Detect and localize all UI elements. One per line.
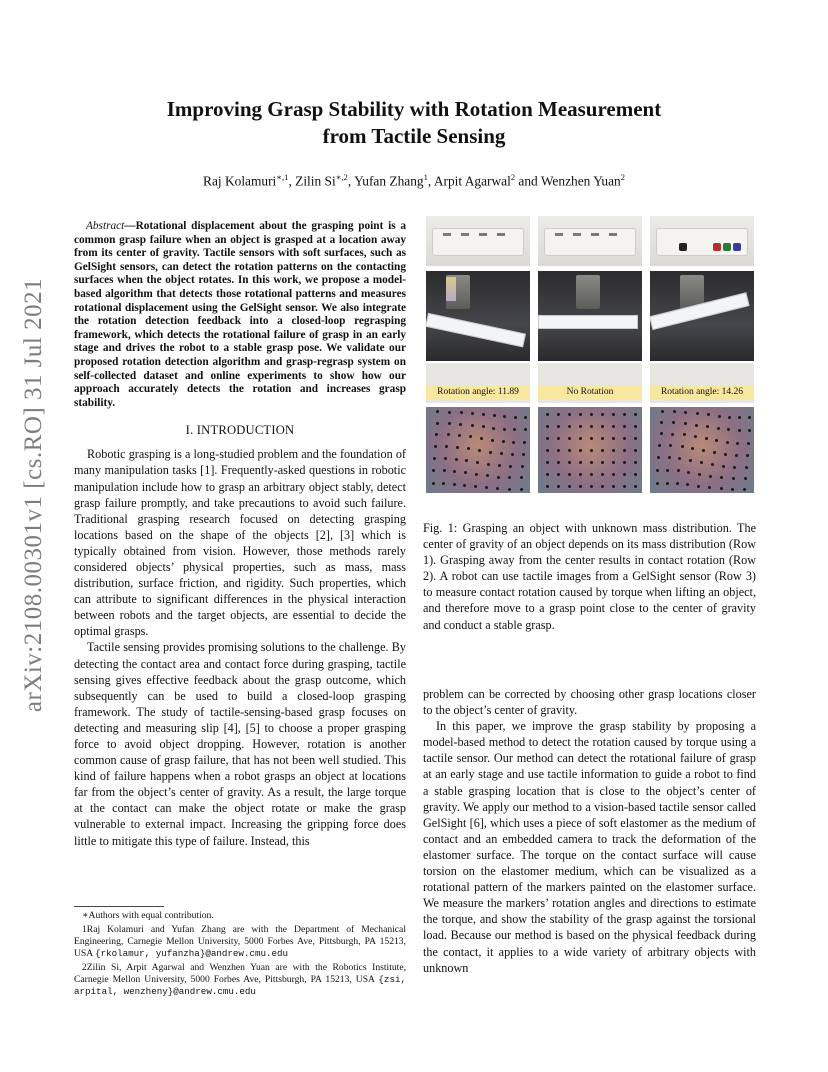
tactile-marker — [612, 473, 615, 476]
tactile-marker — [546, 449, 549, 452]
tactile-marker — [707, 413, 710, 416]
tactile-marker — [579, 473, 582, 476]
tactile-marker — [736, 442, 739, 445]
tactile-marker — [498, 464, 501, 467]
tactile-marker — [522, 453, 525, 456]
figure-row-grasp — [426, 266, 754, 361]
rotation-label-cell — [426, 363, 530, 403]
tactile-marker — [601, 473, 604, 476]
tactile-marker — [657, 456, 660, 459]
tactile-marker — [634, 473, 637, 476]
tactile-marker — [634, 413, 637, 416]
footnote-2-email: {zsi, arpital, wenzheny}@andrew.cmu.edu — [74, 974, 406, 997]
tactile-marker — [509, 465, 512, 468]
abstract-text: Rotational displacement about the grasping point is a common grasp failure when an object is grasped at a location away from its center of gravity. Tactile sensors with soft surfaces, such as GelSight sensors, can detect the rotation patterns on the contacting surfaces when the object rotates. In this work, we propose a model-based algorithm that detects those rotational patterns and measures rotational displacement using the GelSight sensor. We also integrate the rotation detection feedback into a closed-loop regrasping framework, which detects the rotational failure of grasp in an early stage and drives the robot to a stable grasp pose. We validate our proposed rotation detection algorithm and grasp-regrasp system on self-collected dataset and online experiments to show how our approach accurately detects the rotation and increases grasp stability. — [74, 220, 406, 409]
right-paragraph-2: In this paper, we improve the grasp stability by proposing a model-based method to detect the rotation caused by torque using a tactile sensor. Our method can detect the rotational failure of grasp at an early stage and use tactile information to guide a robot to find a stable grasping location that is close to the object’s center of gravity. We apply our method to a vision-based tactile sensor called GelSight [6], which uses a piece of soft elastomer as the medium of contact and an embedded camera to track the deformation of the elastomer surface. The torque on the contact surface will cause torsion on the elastomer medium, which can be visualized as a rotational pattern of the markers painted on the elastomer surface. We measure the markers’ rotation angles and directions to estimate the torque, and show the stability of the grasp against the torsional load. Because our method is based on the physical feedback during the contact, it applies to a wide variety of arbitrary objects with unknown — [423, 719, 756, 975]
author-affiliation: ∗,1 — [276, 172, 289, 182]
right-paragraph-1: problem can be corrected by choosing other grasp locations closer to the object’s center of gravity. — [423, 687, 756, 718]
tactile-marker — [482, 413, 485, 416]
title-line-1: Improving Grasp Stability with Rotation Measurement — [166, 97, 662, 121]
tactile-marker — [487, 463, 490, 466]
figure-row-labels — [426, 361, 754, 403]
author-name: Yufan Zhang — [354, 173, 424, 189]
tactile-marker — [708, 486, 711, 489]
tactile-marker — [458, 434, 461, 437]
tactile-marker — [568, 485, 571, 488]
rotation-label-cell — [650, 363, 754, 403]
tactile-marker — [434, 445, 437, 448]
tactile-marker — [520, 476, 523, 479]
author-separator: , — [347, 173, 355, 189]
tactile-marker — [660, 432, 663, 435]
tactile-marker — [546, 461, 549, 464]
tactile-marker — [623, 437, 626, 440]
grasp-photo — [650, 271, 754, 361]
tactile-marker — [579, 449, 582, 452]
tactile-marker — [568, 425, 571, 428]
tactile-marker — [503, 428, 506, 431]
object-photo — [426, 216, 530, 266]
tactile-marker — [694, 435, 697, 438]
tactile-marker — [465, 459, 468, 462]
tactile-marker — [748, 429, 751, 432]
tactile-marker — [746, 454, 749, 457]
tactile-marker — [579, 413, 582, 416]
object-photo — [650, 216, 754, 266]
tactile-marker — [683, 433, 686, 436]
tactile-marker — [668, 456, 671, 459]
tactile-marker — [733, 466, 736, 469]
grasp-photo — [538, 271, 642, 361]
marker-field — [538, 407, 642, 493]
intro-paragraph-1: Robotic grasping is a long-studied problem and the foundation of many manipulation tasks [1]. Frequently-asked questions in robotic manipulation include how to grasp an arbitrary object stably, detect grasp failure promptly, and take precautions to avoid such failure. Traditional grasping research focused on detecting grasping locations based on the shape of the objects [2], [3] which is typically obtained from vision. However, those methods rarely considered objects’ physical properties, such as mass, mass distribution, surface friction, and rigidity. Such properties, which can attribute to significant differences in the physical interaction between robots and the target objects, are essential to decide the optimal grasps. — [74, 447, 406, 639]
tactile-marker — [568, 413, 571, 416]
rotation-label-cell — [538, 363, 642, 403]
marker-field — [650, 407, 754, 493]
tactile-marker — [579, 437, 582, 440]
tactile-marker — [700, 461, 703, 464]
tactile-marker — [634, 461, 637, 464]
tactile-marker — [480, 437, 483, 440]
weight-object — [733, 243, 741, 251]
footnote-equal-contribution: ∗Authors with equal contribution. — [82, 910, 214, 921]
tactile-marker — [432, 482, 435, 485]
tactile-marker — [612, 461, 615, 464]
tactile-marker — [546, 485, 549, 488]
figure-row-objects — [426, 216, 754, 266]
marker-slot — [591, 233, 599, 236]
tactile-marker — [456, 446, 459, 449]
tactile-marker — [671, 433, 674, 436]
tactile-marker — [677, 469, 680, 472]
tactile-marker — [666, 469, 669, 472]
figure-row-tactile — [426, 403, 754, 493]
gripper-finger — [446, 277, 456, 301]
tactile-marker — [463, 484, 466, 487]
tactile-marker — [579, 425, 582, 428]
weight-object — [679, 243, 687, 251]
tactile-marker — [445, 445, 448, 448]
abstract — [74, 220, 406, 410]
tactile-marker — [482, 425, 485, 428]
tactile-marker — [512, 441, 515, 444]
author-affiliation: ∗,2 — [335, 172, 348, 182]
tactile-marker — [546, 437, 549, 440]
tactile-image — [426, 407, 530, 493]
tactile-marker — [546, 425, 549, 428]
tactile-marker — [601, 449, 604, 452]
tactile-marker — [590, 473, 593, 476]
tactile-marker — [453, 483, 456, 486]
tactile-marker — [491, 439, 494, 442]
figure-1-caption: Fig. 1: Grasping an object with unknown mass distribution. The center of gravity of an object depends on its mass distribution (Row 1). Grasping away from the center results in contact rotation (Row 2). A robot can use tactile images from a GelSight sensor (Row 3) to measure contact rotation caused by torque when lifting an object, and therefore move to a grasp point close to the center of gravity and conduct a stable grasp. — [423, 521, 756, 632]
arxiv-identifier-stamp — [14, 277, 54, 713]
object-shelf — [656, 228, 748, 256]
tactile-marker — [717, 427, 720, 430]
tactile-marker — [728, 416, 731, 419]
tactile-marker — [727, 428, 730, 431]
tactile-marker — [476, 461, 479, 464]
marker-field — [426, 407, 530, 493]
marker-slot — [461, 233, 469, 236]
tactile-marker — [568, 437, 571, 440]
tactile-marker — [698, 473, 701, 476]
tactile-marker — [726, 441, 729, 444]
tactile-marker — [448, 411, 451, 414]
tactile-marker — [684, 411, 687, 414]
rotation-angle-label: Rotation angle: 11.89 — [426, 385, 530, 399]
tactile-marker — [601, 425, 604, 428]
author-name: Arpit Agarwal — [433, 173, 511, 189]
intro-paragraph-2: Tactile sensing provides promising solutions to the challenge. By detecting the contact area and contact force during grasping, tactile sensing gives effective feedback about the grasp outcome, which subsequently can be used to build a closed-loop grasping framework. The study of tactile-sensing-based grasp focuses on detecting and measuring slip [4], [5] to choose a proper grasping force to avoid object dropping. However, rotation is another common cause of grasp failure, that has not been well studied. This kind of failure happens when a robot grasps an object at locations far from the object’s center of gravity. As a result, the large torque at the contact can make the object rotate or make the grasp vulnerable to external impact. Increasing the gripping force does little to mitigate this type of failure. Instead, this — [74, 640, 406, 848]
rotation-angle-label: No Rotation — [538, 385, 642, 399]
tactile-marker — [493, 414, 496, 417]
footnote-affiliation-2 — [74, 962, 406, 998]
tactile-marker — [568, 461, 571, 464]
tactile-marker — [485, 486, 488, 489]
tactile-marker — [436, 422, 439, 425]
tactile-marker — [590, 449, 593, 452]
tactile-marker — [524, 416, 527, 419]
tactile-marker — [601, 485, 604, 488]
tactile-marker — [557, 413, 560, 416]
grasp-photo — [426, 271, 530, 361]
footnote-affiliation-1 — [74, 924, 406, 960]
object-shelf — [544, 228, 636, 256]
tactile-marker — [718, 415, 721, 418]
abstract-dash: — — [124, 220, 136, 232]
tactile-marker — [443, 469, 446, 472]
author-affiliation: 2 — [620, 172, 625, 182]
tactile-marker — [557, 449, 560, 452]
tactile-marker — [684, 422, 687, 425]
tactile-marker — [497, 476, 500, 479]
tactile-marker — [557, 485, 560, 488]
tactile-marker — [503, 415, 506, 418]
tactile-marker — [738, 429, 741, 432]
tactile-marker — [590, 425, 593, 428]
tactile-marker — [705, 437, 708, 440]
footnotes — [74, 906, 406, 1000]
tactile-marker — [673, 410, 676, 413]
tactile-marker — [478, 449, 481, 452]
marker-slot — [609, 233, 617, 236]
tactile-marker — [500, 452, 503, 455]
tactile-marker — [514, 416, 517, 419]
marker-slot — [497, 233, 505, 236]
tactile-marker — [579, 461, 582, 464]
gripper — [576, 275, 600, 309]
tactile-marker — [678, 457, 681, 460]
tactile-marker — [612, 449, 615, 452]
tactile-marker — [687, 471, 690, 474]
tactile-marker — [590, 413, 593, 416]
tactile-marker — [520, 488, 523, 491]
tactile-marker — [661, 410, 664, 413]
tactile-marker — [433, 457, 436, 460]
left-column — [74, 220, 406, 849]
tactile-marker — [557, 425, 560, 428]
tactile-marker — [492, 427, 495, 430]
tactile-marker — [666, 482, 669, 485]
author-name: Zilin Si — [295, 173, 336, 189]
author-name: Wenzhen Yuan — [540, 173, 621, 189]
author-list — [100, 172, 728, 189]
tactile-marker — [669, 444, 672, 447]
author-name: Raj Kolamuri — [203, 173, 277, 189]
tactile-marker — [502, 440, 505, 443]
tactile-marker — [745, 466, 748, 469]
paper-title — [100, 96, 728, 150]
tactile-marker — [521, 465, 524, 468]
tactile-marker — [706, 425, 709, 428]
tactile-marker — [724, 453, 727, 456]
tactile-marker — [459, 423, 462, 426]
tactile-marker — [447, 433, 450, 436]
footnote-rule — [74, 906, 164, 907]
tactile-marker — [747, 442, 750, 445]
tactile-marker — [711, 463, 714, 466]
tactile-marker — [523, 441, 526, 444]
weight-object — [723, 243, 731, 251]
author-affiliation: 1 — [423, 172, 428, 182]
tactile-marker — [672, 421, 675, 424]
tactile-marker — [474, 485, 477, 488]
tactile-marker — [579, 485, 582, 488]
tactile-marker — [612, 413, 615, 416]
tactile-marker — [601, 413, 604, 416]
tactile-marker — [689, 459, 692, 462]
tactile-marker — [612, 437, 615, 440]
tactile-marker — [496, 487, 499, 490]
tactile-marker — [546, 413, 549, 416]
tactile-marker — [612, 485, 615, 488]
tactile-marker — [656, 482, 659, 485]
tactile-marker — [455, 458, 458, 461]
tactile-marker — [486, 474, 489, 477]
tactile-marker — [697, 485, 700, 488]
tactile-marker — [623, 473, 626, 476]
grasped-bar — [426, 313, 526, 347]
author-separator: , — [288, 173, 296, 189]
tactile-marker — [464, 471, 467, 474]
tactile-marker — [557, 473, 560, 476]
marker-slot — [479, 233, 487, 236]
right-column-text — [423, 686, 756, 976]
marker-slot — [573, 233, 581, 236]
tactile-marker — [744, 477, 747, 480]
tactile-marker — [696, 412, 699, 415]
weight-object — [713, 243, 721, 251]
tactile-marker — [691, 447, 694, 450]
tactile-marker — [612, 425, 615, 428]
tactile-marker — [442, 482, 445, 485]
title-line-2: from Tactile Sensing — [322, 124, 506, 148]
tactile-marker — [623, 461, 626, 464]
tactile-marker — [508, 476, 511, 479]
tactile-marker — [681, 445, 684, 448]
tactile-marker — [508, 488, 511, 491]
tactile-marker — [623, 413, 626, 416]
tactile-marker — [623, 449, 626, 452]
object-shelf — [432, 228, 524, 256]
tactile-marker — [676, 482, 679, 485]
tactile-marker — [511, 453, 514, 456]
tactile-marker — [513, 428, 516, 431]
tactile-marker — [634, 449, 637, 452]
tactile-marker — [568, 449, 571, 452]
tactile-marker — [720, 487, 723, 490]
tactile-marker — [709, 475, 712, 478]
author-affiliation: 2 — [510, 172, 516, 182]
tactile-marker — [489, 451, 492, 454]
tactile-marker — [568, 473, 571, 476]
section-heading-introduction: I. INTRODUCTION — [185, 423, 295, 438]
tactile-marker — [448, 422, 451, 425]
tactile-marker — [738, 416, 741, 419]
author-separator: and — [515, 173, 541, 189]
tactile-marker — [469, 435, 472, 438]
tactile-marker — [557, 437, 560, 440]
tactile-marker — [731, 488, 734, 491]
tactile-marker — [436, 410, 439, 413]
tactile-marker — [601, 461, 604, 464]
tactile-marker — [713, 451, 716, 454]
marker-slot — [555, 233, 563, 236]
abstract-label: Abstract — [86, 220, 125, 232]
tactile-marker — [590, 485, 593, 488]
tactile-marker — [623, 425, 626, 428]
tactile-image — [538, 407, 642, 493]
tactile-marker — [475, 473, 478, 476]
tactile-marker — [656, 469, 659, 472]
tactile-marker — [524, 428, 527, 431]
footnote-1-email: {rkolamur, yufanzha}@andrew.cmu.edu — [95, 948, 289, 959]
tactile-marker — [715, 439, 718, 442]
tactile-marker — [686, 483, 689, 486]
tactile-marker — [601, 437, 604, 440]
figure-1 — [426, 216, 754, 516]
marker-slot — [443, 233, 451, 236]
tactile-marker — [743, 488, 746, 491]
tactile-marker — [634, 437, 637, 440]
tactile-marker — [660, 421, 663, 424]
arxiv-identifier-text: arXiv:2108.00301v1 [cs.RO] 31 Jul 2021 — [20, 277, 47, 713]
tactile-marker — [748, 416, 751, 419]
object-photo — [538, 216, 642, 266]
tactile-marker — [702, 449, 705, 452]
tactile-marker — [720, 476, 723, 479]
rotation-angle-label: Rotation angle: 14.26 — [650, 385, 754, 399]
tactile-marker — [590, 437, 593, 440]
footnote-2-text: 2Zilin Si, Arpit Agarwal and Wenzhen Yuan are with the Robotics Institute, Carnegie Mellon University, 5000 Forbes Ave, Pittsburgh, PA 15213, USA — [74, 962, 406, 985]
tactile-marker — [590, 461, 593, 464]
author-separator: , — [427, 173, 434, 189]
tactile-marker — [557, 461, 560, 464]
tactile-marker — [695, 424, 698, 427]
tactile-marker — [735, 454, 738, 457]
tactile-marker — [471, 424, 474, 427]
tactile-marker — [432, 469, 435, 472]
tactile-marker — [634, 485, 637, 488]
tactile-marker — [467, 447, 470, 450]
tactile-marker — [546, 473, 549, 476]
tactile-marker — [722, 465, 725, 468]
grasped-bar — [538, 315, 638, 329]
footnote-1-text: 1Raj Kolamuri and Yufan Zhang are with the Department of Mechanical Engineering, Carnegie Mellon University, 5000 Forbes Ave, Pittsburgh, PA 15213, USA — [74, 924, 406, 959]
tactile-marker — [453, 470, 456, 473]
tactile-marker — [460, 411, 463, 414]
tactile-marker — [444, 457, 447, 460]
tactile-marker — [471, 412, 474, 415]
tactile-marker — [623, 485, 626, 488]
tactile-marker — [658, 444, 661, 447]
tactile-image — [650, 407, 754, 493]
tactile-marker — [435, 433, 438, 436]
tactile-marker — [634, 425, 637, 428]
tactile-marker — [732, 477, 735, 480]
